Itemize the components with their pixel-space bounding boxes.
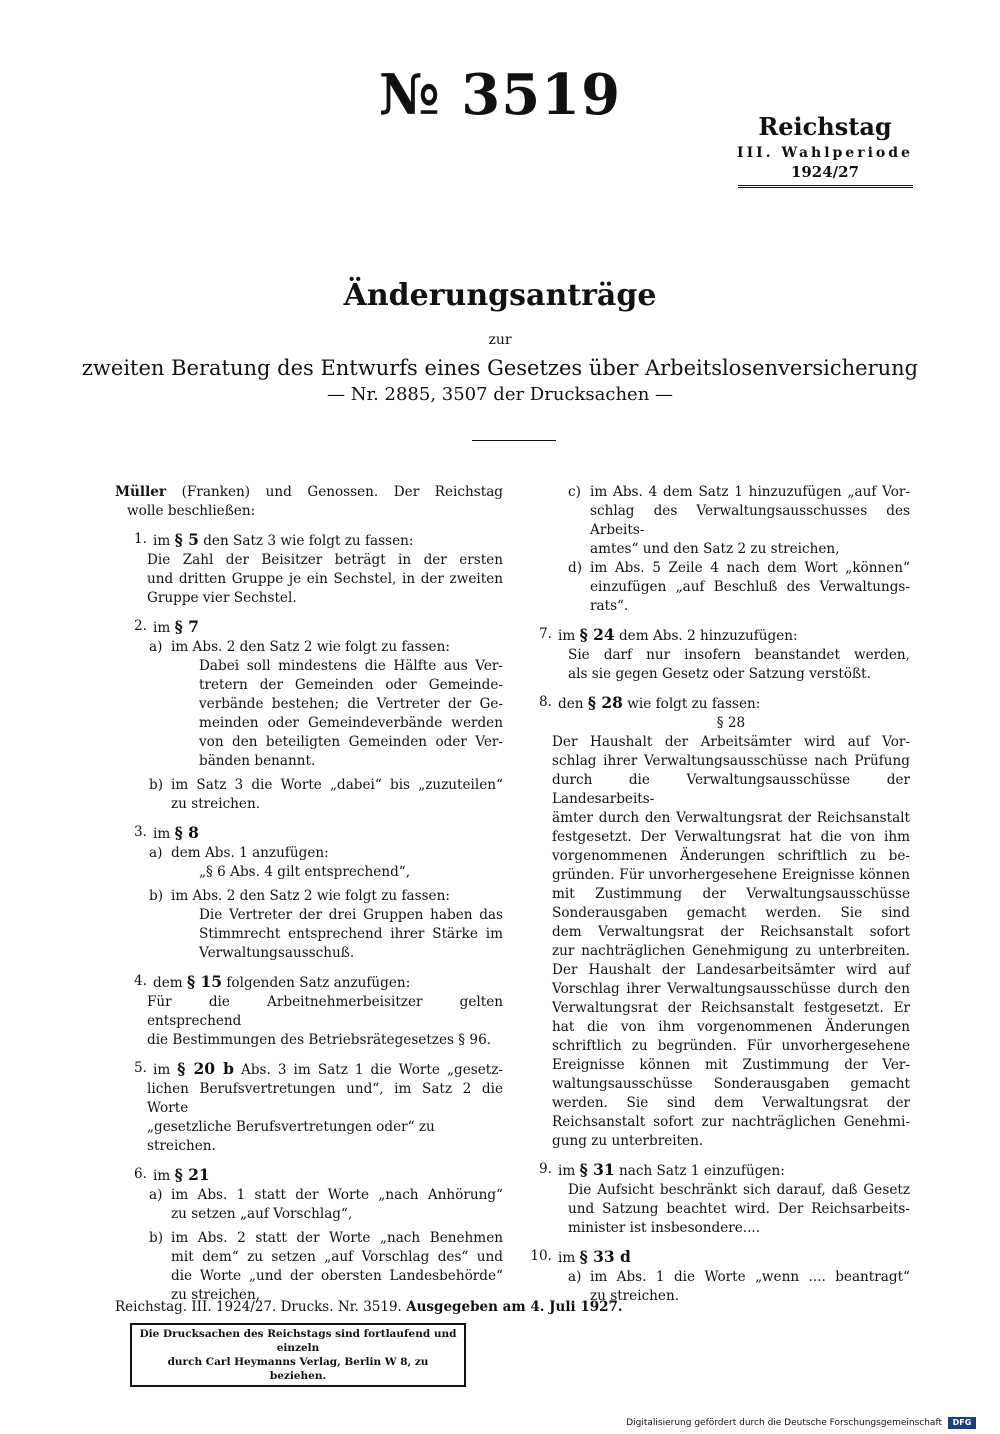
paragraph-28-heading: § 28: [716, 715, 746, 731]
digitization-credit: Digitalisierung gefördert durch die Deutsche Forschungsgemeinschaft: [626, 1418, 942, 1428]
amendment-5: 5. im § 20 b Abs. 3 im Satz 1 die Worte „gesetz-: [134, 1059, 503, 1078]
amendment-3b: b) im Abs. 2 den Satz 2 wie folgt zu fassen:: [149, 888, 450, 904]
amendment-7-text: Sie darf nur insofern beanstandet werden, als sie gegen Gesetz oder Satzung verstößt.: [568, 647, 910, 682]
intro-line-2: wolle beschließen:: [127, 503, 256, 519]
document-number: № 3519: [378, 62, 622, 128]
amendment-3a: a) dem Abs. 1 anzufügen:: [149, 845, 329, 861]
wahlperiode-label: III. Wahlperiode: [737, 145, 913, 161]
reichstag-label: Reichstag: [758, 112, 892, 141]
subtitle-line-2: — Nr. 2885, 3507 der Drucksachen —: [326, 384, 674, 405]
years-label: 1924/27: [790, 163, 860, 181]
amendment-8: 8. den § 28 wie folgt zu fassen:: [539, 693, 761, 712]
amendment-2a-quote: Dabei soll mindestens die Hälfte aus Ver- tretern der Gemeinden oder Gemeinde- verbände bestehen; die Vertreter der Ge- meinden oder Gemeindeverbände werden von den beteiligten Gemeinden oder Ver- bänden benannt.: [199, 658, 503, 769]
amendment-9-text: Die Aufsicht beschränkt sich darauf, daß Gesetz und Satzung beachtet wird. Der Reichsarbeits- minister ist insbesondere....: [568, 1182, 910, 1236]
amendment-6b: b) im Abs. 2 statt der Worte „nach Benehmen mit dem“ zu setzen „auf Vorschlag des“ und die Worte „und der obersten Landesbehörde“ zu streichen,: [149, 1230, 503, 1303]
amendment-4: 4. dem § 15 folgenden Satz anzufügen:: [134, 972, 411, 991]
amendment-10: 10. im § 33 d: [530, 1247, 631, 1266]
amendment-9: 9. im § 31 nach Satz 1 einzufügen:: [539, 1160, 785, 1179]
header-rule: [738, 185, 913, 188]
title-divider: [472, 440, 556, 441]
reichstag-header: [735, 112, 915, 188]
amendment-10a: a) im Abs. 1 die Worte „wenn .... beantragt“ zu streichen.: [568, 1269, 910, 1304]
subtitle-line-1: zweiten Beratung des Entwurfs eines Gesetzes über Arbeitslosenversicherung: [81, 356, 919, 380]
amendment-1-text: Die Zahl der Beisitzer beträgt in der ersten und dritten Gruppe je ein Sechstel, in der zweiten Gruppe vier Sechstel.: [147, 552, 503, 606]
footer-line: Reichstag. III. 1924/27. Drucks. Nr. 3519. Ausgegeben am 4. Juli 1927.: [115, 1299, 623, 1315]
right-column: [520, 483, 910, 1306]
document-title: Änderungsanträge: [343, 278, 657, 313]
amendment-2: 2. im § 7: [134, 617, 199, 636]
amendment-2b: b) im Satz 3 die Worte „dabei“ bis „zuzuteilen“ zu streichen.: [149, 777, 503, 812]
amendment-7: 7. im § 24 dem Abs. 2 hinzuzufügen:: [539, 625, 798, 644]
amendment-6a: a) im Abs. 1 statt der Worte „nach Anhörung“ zu setzen „auf Vorschlag“,: [149, 1187, 503, 1222]
amendment-3a-quote: „§ 6 Abs. 4 gilt entsprechend“,: [199, 864, 411, 880]
amendment-6d: d) im Abs. 5 Zeile 4 nach dem Wort „können“ einzufügen „auf Beschluß des Verwaltungs- rats“.: [568, 560, 910, 614]
amendment-4-text: Für die Arbeitnehmerbeisitzer gelten entsprechend die Bestimmungen des Betriebsrätegesetzes § 96.: [147, 994, 503, 1048]
paragraph-28-text: § 28 Der Haushalt der Arbeitsämter wird auf Vor- schlag ihrer Verwaltungsausschüsse nach Prüfung durch die Verwaltungsausschüsse der Landesarbeits- ämter durch den Verwaltungsrat der Reichsanstalt festgesetzt. Der Verwaltungsrat hat die von ihm vorgenommenen Änderungen schriftlich zu be- gründen. Für unvorhergesehene Ereignisse können mit Zustimmung der Verwaltungsausschüsse Sonderausgaben gemacht werden. Sie sind dem Verwaltungsrat der Reichsanstalt sofort zur nachträglichen Genehmigung zu unterbreiten. Der Haushalt der Landesarbeitsämter wird auf Vorschlag ihrer Verwaltungsausschüsse durch den Verwaltungsrat der Reichsanstalt festgesetzt. Er hat die von ihm vorgenommenen Änderungen schriftlich zu begründen. Für unvorhergesehene Ereignisse können mit Zustimmung der Ver- waltungsausschüsse Sonderausgaben gemacht werden. Sie sind dem Verwaltungsrat der Reichsanstalt sofort zur nachträglichen Genehmi- gung zu unterbreiten.: [552, 715, 910, 1149]
amendment-2a: a) im Abs. 2 den Satz 2 wie folgt zu fassen:: [149, 639, 450, 655]
intro-line-1: Müller (Franken) und Genossen. Der Reichstag: [115, 484, 504, 500]
amendment-6: 6. im § 21: [134, 1165, 210, 1184]
distribution-note-box: Die Drucksachen des Reichstags sind fortlaufend und einzeln durch Carl Heymanns Verlag, Berlin W 8, zu beziehen.: [130, 1323, 466, 1387]
amendment-1: 1. im § 5 den Satz 3 wie folgt zu fassen:: [134, 530, 414, 549]
left-column: [115, 483, 503, 1305]
amendment-5-text: lichen Berufsvertretungen und“, im Satz 2 die Worte „gesetzliche Berufsvertretungen oder“ zu streichen.: [147, 1081, 503, 1154]
amendment-3b-quote: Die Vertreter der drei Gruppen haben das Stimmrecht entsprechend ihrer Stärke im Verwaltungsausschuß.: [199, 907, 503, 961]
amendment-3: 3. im § 8: [134, 823, 199, 842]
amendment-6c: c) im Abs. 4 dem Satz 1 hinzuzufügen „auf Vor- schlag des Verwaltungsausschusses des Arbeits- amtes“ und den Satz 2 zu streichen,: [568, 484, 910, 557]
title-connector: zur: [488, 332, 512, 348]
dfg-logo: DFG: [948, 1417, 976, 1429]
